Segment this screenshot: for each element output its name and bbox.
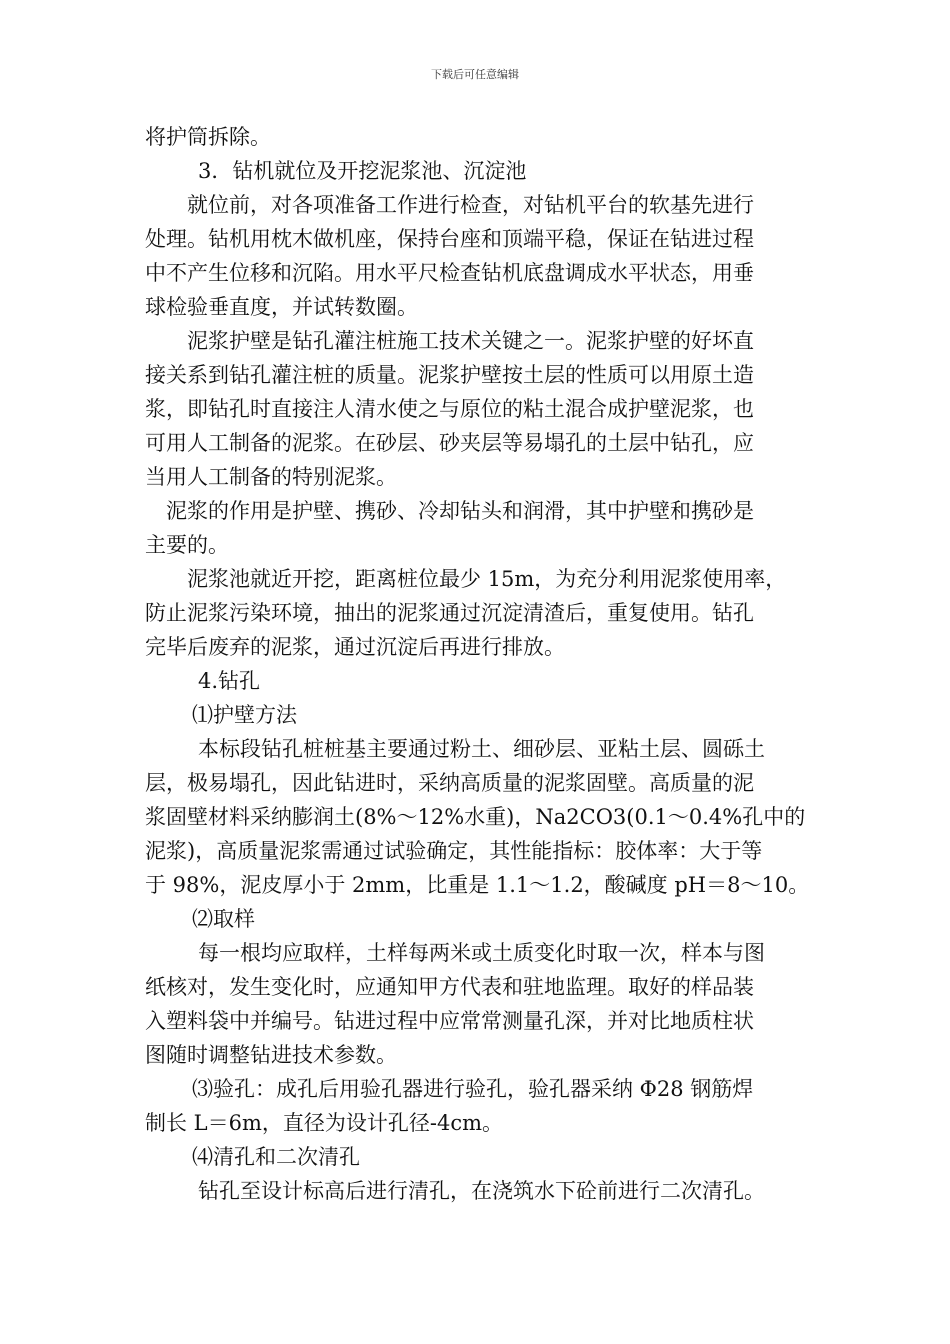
text-line: 泥浆护壁是钻孔灌注桩施工技术关键之一。泥浆护壁的好坏直 (187, 329, 754, 353)
text-line: 入塑料袋中并编号。钻进过程中应常常测量孔深，并对比地质柱状 (145, 1009, 754, 1033)
text-line: 就位前，对各项准备工作进行检查，对钻机平台的软基先进行 (187, 193, 754, 217)
text-line: ⑷清孔和二次清孔 (192, 1145, 360, 1169)
text-line: 主要的。 (145, 533, 229, 557)
text-line: 完毕后废弃的泥浆，通过沉淀后再进行排放。 (145, 635, 565, 659)
text-line: 球检验垂直度，并试转数圈。 (145, 295, 418, 319)
text-line: ⑵取样 (192, 907, 255, 931)
text-line: 将护筒拆除。 (145, 125, 271, 149)
text-line: 制长 L＝6m，直径为设计孔径-4cm。 (145, 1111, 504, 1135)
text-line: 浆，即钻孔时直接注人清水使之与原位的粘土混合成护壁泥浆，也 (145, 397, 754, 421)
text-line: 纸核对，发生变化时，应通知甲方代表和驻地监理。取好的样品装 (145, 975, 754, 999)
text-line: 本标段钻孔桩桩基主要通过粉土、细砂层、亚粘土层、圆砾土 (198, 737, 765, 761)
text-line: 每一根均应取样，土样每两米或土质变化时取一次，样本与图 (198, 941, 765, 965)
text-line: 3．钻机就位及开挖泥浆池、沉淀池 (198, 159, 527, 183)
text-line: 处理。钻机用枕木做机座，保持台座和顶端平稳，保证在钻进过程 (145, 227, 754, 251)
text-line: 泥浆池就近开挖，距离桩位最少 15m，为充分利用泥浆使用率， (187, 567, 787, 591)
text-line: 于 98%，泥皮厚小于 2mm，比重是 1.1～1.2，酸碱度 pH＝8～10。 (145, 873, 810, 897)
text-line: 泥浆的作用是护壁、携砂、冷却钻头和润滑，其中护壁和携砂是 (166, 499, 754, 523)
text-line: 层，极易塌孔，因此钻进时，采纳高质量的泥浆固壁。高质量的泥 (145, 771, 754, 795)
text-line: ⑴护壁方法 (192, 703, 297, 727)
text-line: 可用人工制备的泥浆。在砂层、砂夹层等易塌孔的土层中钻孔，应 (145, 431, 754, 455)
text-line: 浆固壁材料采纳膨润土(8%～12%水重)，Na2CO3(0.1～0.4%孔中的 (145, 805, 806, 829)
page-header: 下载后可任意编辑 (431, 68, 519, 81)
text-line: 防止泥浆污染环境，抽出的泥浆通过沉淀清渣后，重复使用。钻孔 (145, 601, 754, 625)
text-line: 中不产生位移和沉陷。用水平尺检查钻机底盘调成水平状态，用垂 (145, 261, 754, 285)
text-line: 当用人工制备的特别泥浆。 (145, 465, 397, 489)
text-line: 图随时调整钻进技术参数。 (145, 1043, 397, 1067)
text-line: 泥浆)，高质量泥浆需通过试验确定，其性能指标：胶体率：大于等 (145, 839, 763, 863)
text-line: 钻孔至设计标高后进行清孔，在浇筑水下砼前进行二次清孔。 (198, 1179, 765, 1203)
text-line: ⑶验孔：成孔后用验孔器进行验孔，验孔器采纳 Φ28 钢筋焊 (192, 1077, 754, 1101)
text-line: 接关系到钻孔灌注桩的质量。泥浆护壁按土层的性质可以用原土造 (145, 363, 754, 387)
text-line: 4.钻孔 (198, 669, 261, 693)
